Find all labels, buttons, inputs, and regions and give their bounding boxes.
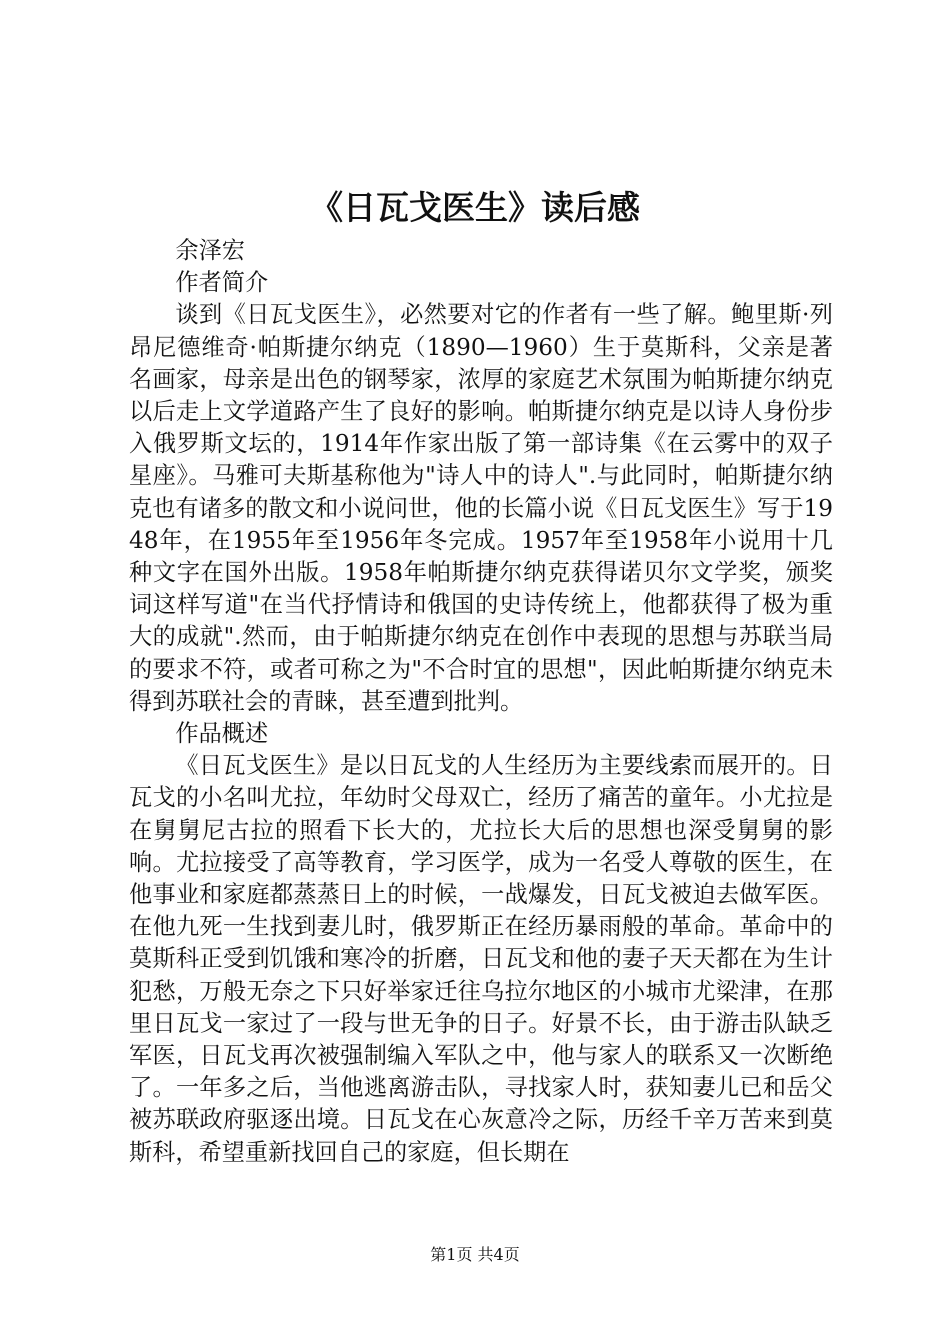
section-heading-author-intro: 作者简介: [175, 269, 269, 297]
paragraph-author-intro: 谈到《日瓦戈医生》，必然要对它的作者有一些了解。鲍里斯·列昂尼德维奇·帕斯捷尔纳克（1890—1960）生于莫斯科，父亲是著名画家，母亲是出色的钢琴家，浓厚的家庭艺术氛围为帕斯捷尔纳克以后走上文学道路产生了良好的影响。帕斯捷尔纳克是以诗人身份步入俄罗斯文坛的，1914年作家出版了第一部诗集《在云雾中的双子星座》。马雅可夫斯基称他为"诗人中的诗人".与此同时，帕斯捷尔纳克也有诸多的散文和小说问世，他的长篇小说《日瓦戈医生》写于1948年，在1955年至1956年冬完成。1957年至1958年小说用十几种文字在国外出版。1958年帕斯捷尔纳克获得诺贝尔文学奖，颁奖词这样写道"在当代抒情诗和俄国的史诗传统上，他都获得了极为重大的成就".然而，由于帕斯捷尔纳克在创作中表现的思想与苏联当局的要求不符，或者可称之为"不合时宜的思想"，因此帕斯捷尔纳克未得到苏联社会的青睐，甚至遭到批判。: [129, 301, 833, 715]
document-body: [129, 235, 833, 1169]
page-title: 《日瓦戈医生》读后感: [310, 188, 640, 227]
section-heading-work-overview: 作品概述: [175, 720, 269, 748]
paragraph-work-overview: 《日瓦戈医生》是以日瓦戈的人生经历为主要线索而展开的。日瓦戈的小名叫尤拉，年幼时父母双亡，经历了痛苦的童年。小尤拉是在舅舅尼古拉的照看下长大的，尤拉长大后的思想也深受舅舅的影响。尤拉接受了高等教育，学习医学，成为一名受人尊敬的医生，在他事业和家庭都蒸蒸日上的时候，一战爆发，日瓦戈被迫去做军医。在他九死一生找到妻儿时，俄罗斯正在经历暴雨般的革命。革命中的莫斯科正受到饥饿和寒冷的折磨，日瓦戈和他的妻子天天都在为生计犯愁，万般无奈之下只好举家迁往乌拉尔地区的小城市尤梁津，在那里日瓦戈一家过了一段与世无争的日子。好景不长，由于游击队缺乏军医，日瓦戈再次被强制编入军队之中，他与家人的联系又一次断绝了。一年多之后，当他逃离游击队，寻找家人时，获知妻儿已和岳父被苏联政府驱逐出境。日瓦戈在心灰意冷之际，历经千辛万苦来到莫斯科，希望重新找回自己的家庭，但长期在: [129, 752, 833, 1166]
page-footer: 第1页 共4页: [430, 1245, 520, 1264]
author-name: 余泽宏: [175, 237, 245, 264]
